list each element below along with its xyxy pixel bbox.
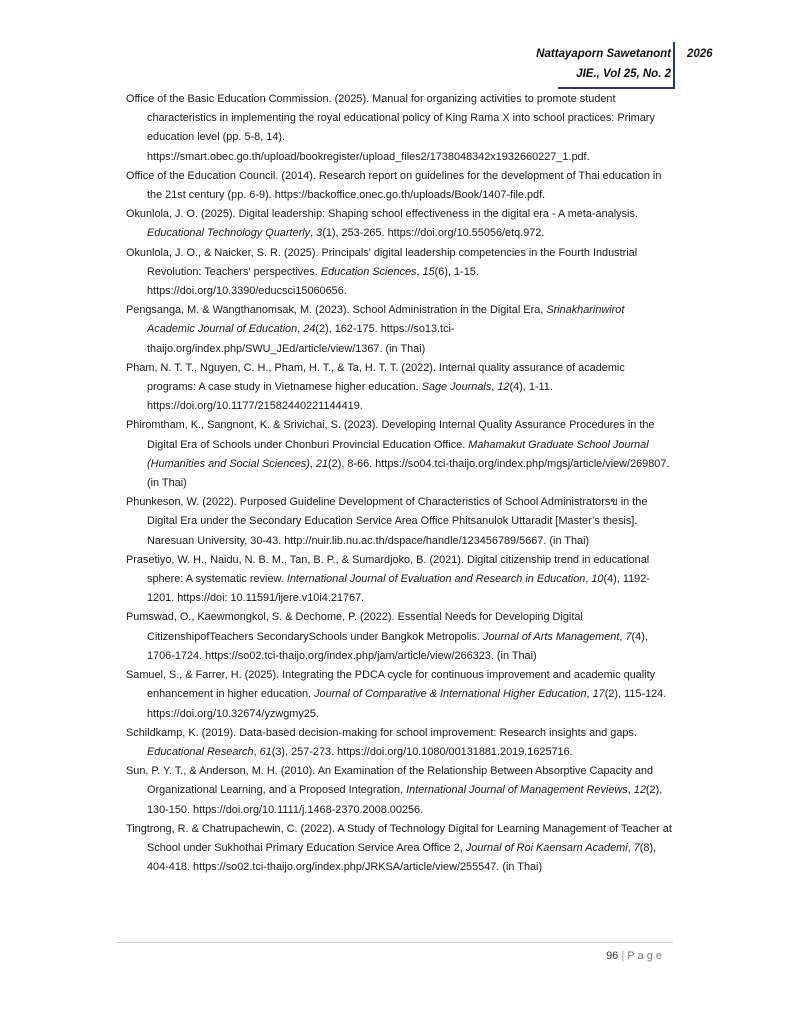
reference-entry [126, 493, 674, 551]
reference-text: (1), 253-265. https://doi.org/10.55056/etq.972. [322, 227, 545, 240]
reference-text: (2), 115-124. https://doi.org/10.32674/yzwgmy25. [147, 688, 667, 720]
reference-italic-text: International Journal of Management Reviews [406, 784, 628, 797]
reference-text: Pumswad, O., Kaewmongkol, S. & Dechome, P. (2022). Essential Needs for Developing Digital CitizenshipofTeachers SecondarySchools under Bangkok Metropolis. [126, 611, 583, 643]
reference-text: Phiromtham, K., Sangnont, K. & Srivichai, S. (2023). Developing Internal Quality Assurance Procedures in the Digital Era of Schools under Chonburi Provincial Education Office. [126, 419, 655, 451]
reference-entry [126, 359, 674, 417]
reference-entry [126, 724, 674, 762]
header-horizontal-divider [558, 87, 675, 89]
reference-entry [126, 416, 674, 493]
reference-text: (4), 1192-1201. https://doi: 10.11591/ijere.v10i4.21767. [147, 573, 650, 605]
reference-text: Phunkeson, W. (2022). Purposed Guideline Development of Characteristics of School Administratorsข in the Digital Era under the Secondary Education Service Area Office Phitsanulok Uttaradit [Master’s thesis]. Naresuan University, 30-43. http://nuir.lib.nu.ac.th/dspace/handle/123456789/5667. (in Thai) [126, 496, 648, 547]
reference-italic-text: 3 [316, 227, 323, 240]
header-author: Nattayaporn Sawetanont [536, 48, 671, 60]
reference-italic-text: Journal of Comparative & International Higher Education [314, 688, 587, 701]
reference-italic-text: Sage Journals [421, 381, 492, 394]
reference-text: Pham, N. T. T., Nguyen, C. H., Pham, H. T., & Ta, H. T. T. (2022). Internal quality assurance of academic programs: A case study in Vietnamese higher education. [126, 361, 625, 394]
header-vertical-divider [673, 42, 675, 88]
page-word: Page [627, 950, 665, 962]
footer-divider [117, 942, 673, 943]
reference-entry [126, 205, 674, 243]
reference-text: (6), 1-15. https://doi.org/10.3390/educsci15060656. [147, 265, 479, 298]
reference-entry [126, 666, 674, 724]
reference-entry [126, 762, 674, 820]
reference-italic-text: Journal of Roi Kaensarn Academi [465, 841, 628, 854]
reference-italic-text: Educational Research [147, 745, 254, 758]
reference-entry [126, 90, 674, 167]
header-year: 2026 [687, 48, 713, 60]
reference-entry [126, 301, 674, 359]
page-number: 96 [606, 950, 619, 962]
reference-italic-text: Mahamakut Graduate School Journal (Humanities and Social Sciences) [147, 438, 649, 470]
reference-list [126, 90, 674, 877]
reference-italic-text: 7 [625, 630, 632, 643]
reference-italic-text: 12 [633, 784, 646, 797]
reference-italic-text: Journal of Arts Management [482, 630, 620, 643]
reference-text: , [309, 457, 316, 470]
reference-text: (4), 1706-1724. https://so02.tci-thaijo.org/index.php/jam/article/view/266323. (in Thai) [147, 630, 648, 662]
header-journal: JIE., Vol 25, No. 2 [576, 68, 671, 80]
reference-text: (2), 8-66. https://so04.tci-thaijo.org/index.php/mgsj/article/view/269807. (in Thai) [147, 457, 670, 490]
reference-text: (8), 404-418. https://so02.tci-thaijo.org/index.php/JRKSA/article/view/255547. (in Thai) [147, 841, 657, 874]
reference-text: Samuel, S., & Farrer, H. (2025). Integrating the PDCA cycle for continuous improvement and academic quality enhancement in higher education. [126, 669, 656, 701]
reference-text: Okunlola, J. O. (2025). Digital leadership: Shaping school effectiveness in the digital era - A meta-analysis. [126, 208, 638, 221]
reference-text: , [627, 784, 634, 797]
reference-italic-text: 15 [422, 265, 435, 278]
reference-text: , [586, 688, 593, 701]
reference-text: , [416, 265, 423, 278]
reference-italic-text: 24 [303, 323, 316, 336]
running-header [536, 44, 671, 84]
reference-entry [126, 244, 674, 302]
footer-separator: | [621, 950, 625, 962]
reference-text: Okunlola, J. O., & Naicker, S. R. (2025). Principals' digital leadership competencies in the Fourth Industrial Revolution: Teachers' perspectives. [126, 246, 638, 278]
reference-text: , [310, 227, 317, 240]
reference-text: Pengsanga, M. & Wangthanomsak, M. (2023). School Administration in the Digital Era, [126, 304, 547, 317]
reference-text: , [491, 381, 498, 394]
reference-entry [126, 167, 674, 205]
reference-text: , [619, 630, 626, 643]
reference-italic-text: Srinakharinwirot Academic Journal of Education [147, 304, 625, 336]
reference-text: Tingtrong, R. & Chatrupachewin, C. (2022). A Study of Technology Digital for Learning Management of Teacher at School under Sukhothai Primary Education Service Area Office 2, [126, 822, 672, 854]
reference-italic-text: Education Sciences [320, 265, 417, 278]
reference-text: Sun, P. Y. T., & Anderson, M. H. (2010). An Examination of the Relationship Between Absorptive Capacity and Organizational Learning, and a Proposed Integration, [126, 765, 654, 797]
reference-italic-text: 17 [592, 688, 605, 701]
reference-entry [126, 820, 674, 878]
reference-italic-text: 7 [633, 841, 640, 854]
reference-italic-text: 10 [591, 573, 604, 586]
reference-entry [126, 608, 674, 666]
reference-entry [126, 551, 674, 609]
reference-italic-text: 61 [259, 745, 272, 758]
reference-text: , [297, 323, 304, 336]
reference-italic-text: 12 [497, 381, 510, 394]
reference-text: (3), 257-273. https://doi.org/10.1080/00131881.2019.1625716. [271, 745, 573, 758]
reference-text: (4), 1-11. https://doi.org/10.1177/21582440221144419. [147, 381, 553, 413]
reference-text: , [627, 841, 634, 854]
reference-text: Office of the Education Council. (2014). Research report on guidelines for the development of Thai education in the 21st century (pp. 6-9). https://backoffice.onec.go.th/uploads/Book/1407-file.pdf. [126, 169, 662, 202]
reference-text: (2), 162-175. https://so13.tci-thaijo.org/index.php/SWU_JEd/article/view/1367. (in Thai) [147, 323, 455, 355]
reference-text: Office of the Basic Education Commission. (2025). Manual for organizing activities to promote student characteristics in implementing the royal educational policy of King Rama X into school practices: Primary education level (pp. 5-8, 14). https://smart.obec.go.th/upload/bookregister/upload_files2/1738048342x1932660227_1.pdf. [126, 93, 655, 163]
reference-text: , [585, 573, 592, 586]
reference-text: (2), 130-150. https://doi.org/10.1111/j.1468-2370.2008.00256. [147, 784, 663, 816]
reference-text: Prasetiyo, W. H., Naidu, N. B. M., Tan, B. P., & Sumardjoko, B. (2021). Digital citizenship trend in educational sphere: A systematic review. [126, 553, 650, 586]
page-footer [606, 950, 665, 962]
reference-italic-text: 21 [315, 457, 329, 470]
reference-text: , [253, 745, 260, 758]
reference-italic-text: International Journal of Evaluation and Research in Education [286, 573, 586, 586]
reference-italic-text: Educational Technology Quarterly [147, 227, 311, 240]
reference-text: Schildkamp, K. (2019). Data-based decision-making for school improvement: Research insights and gaps. [126, 726, 637, 739]
